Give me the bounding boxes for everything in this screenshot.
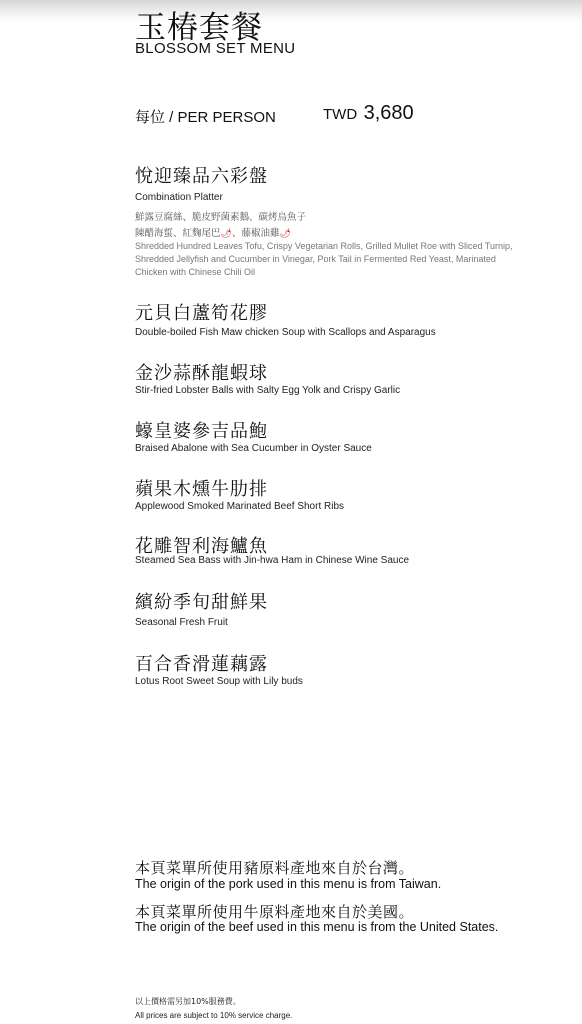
- price-currency: TWD: [323, 106, 358, 123]
- dish-6-name-en: Steamed Sea Bass with Jin-hwa Ham in Chinese Wine Sauce: [135, 555, 410, 566]
- dish-8-name-zh: 百合香滑蓮藕露: [135, 654, 268, 675]
- service-charge-note-en: All prices are subject to 10% service charge.: [135, 1011, 293, 1020]
- menu-title-zh: 玉椿套餐: [135, 10, 263, 46]
- chili-pepper-icon: 🌶︎: [220, 229, 232, 239]
- price-value: [323, 102, 414, 125]
- price-label: 每位 / PER PERSON: [135, 109, 276, 126]
- dish-2-name-zh: 元貝白蘆筍花膠: [135, 303, 268, 324]
- dish-5-name-en: Applewood Smoked Marinated Beef Short Ribs: [135, 501, 345, 512]
- dish-1-detail-zh-line2: [135, 225, 291, 239]
- top-shadow: [0, 0, 582, 22]
- dish-1-name-en: Combination Platter: [135, 192, 223, 203]
- dish-3-name-en: Stir-fried Lobster Balls with Salty Egg Yolk and Crispy Garlic: [135, 385, 401, 396]
- dish-1-detail-en: Shredded Hundred Leaves Tofu, Crispy Vegetarian Rolls, Grilled Mullet Roe with Sliced Turnip, Shredded Jellyfish and Cucumber in Vinegar, Pork Tail in Fermented Red Yeast, Marinated Chicken with Chinese Chili Oil: [135, 241, 513, 277]
- service-charge-note-zh: 以上價格需另加10%服務費。: [135, 997, 241, 1006]
- beef-origin-en: The origin of the beef used in this menu is from the United States.: [135, 920, 499, 934]
- beef-origin-zh: 本頁菜單所使用牛原料產地來自於美國。: [135, 903, 415, 921]
- dish-7-name-zh: 繽紛季旬甜鮮果: [135, 592, 268, 613]
- dish-4-name-en: Braised Abalone with Sea Cucumber in Oyster Sauce: [135, 443, 372, 454]
- menu-title-en: BLOSSOM SET MENU: [135, 40, 296, 57]
- dish-7-name-en: Seasonal Fresh Fruit: [135, 617, 228, 628]
- dish-6-name-zh: 花雕智利海鱸魚: [135, 536, 268, 557]
- chili-pepper-icon: 🌶︎: [279, 229, 291, 239]
- dish-1-detail-zh-a: 陳醋海蜇、紅麴尾巴: [135, 228, 221, 239]
- dish-1-name-zh: 悅迎臻品六彩盤: [135, 166, 268, 187]
- dish-1-detail-zh-line1: 鮮露豆腐絲、脆皮野菌素鵝、碳烤烏魚子: [135, 212, 307, 223]
- dish-8-name-en: Lotus Root Sweet Soup with Lily buds: [135, 676, 303, 687]
- pork-origin-zh: 本頁菜單所使用豬原料產地來自於台灣。: [135, 859, 415, 877]
- dish-4-name-zh: 蠔皇婆參吉品鮑: [135, 421, 268, 442]
- dish-3-name-zh: 金沙蒜酥龍蝦球: [135, 363, 268, 384]
- price-amount: 3,680: [363, 102, 414, 124]
- dish-5-name-zh: 蘋果木燻牛肋排: [135, 479, 268, 500]
- dish-1-detail-zh-b: 、藤椒油雞: [231, 228, 280, 239]
- dish-2-name-en: Double-boiled Fish Maw chicken Soup with Scallops and Asparagus: [135, 327, 436, 338]
- pork-origin-en: The origin of the pork used in this menu is from Taiwan.: [135, 877, 442, 891]
